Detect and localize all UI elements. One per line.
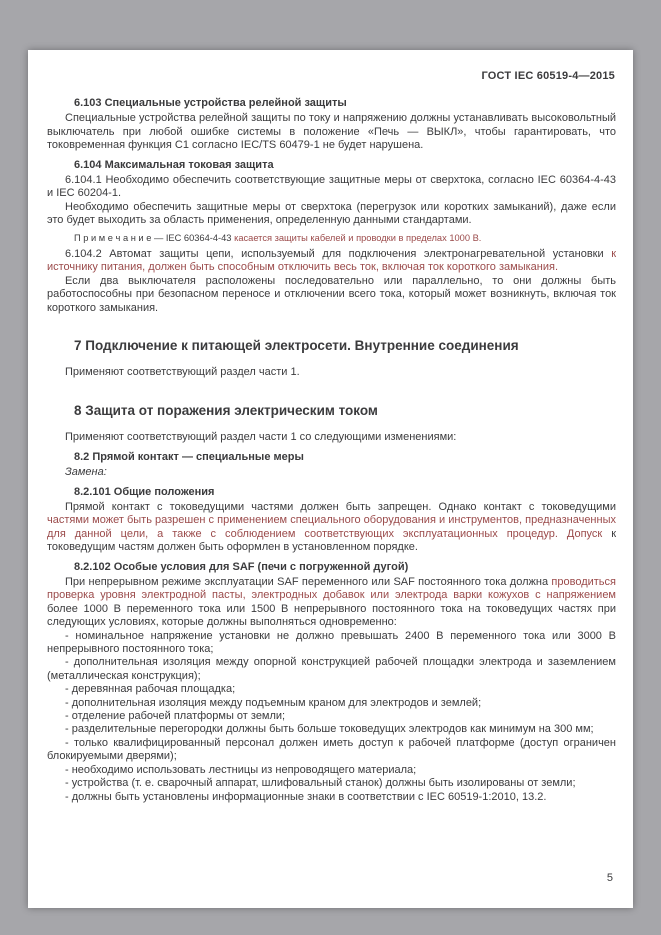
- heading-8-2: 8.2 Прямой контакт — специальные меры: [74, 450, 304, 463]
- document-header: ГОСТ IEC 60519-4—2015: [481, 70, 615, 82]
- condition-item-crane-insulation: - дополнительная изоляция между подъемным краном для электродов и землей;: [65, 696, 482, 709]
- paragraph-6-104-1: 6.104.1 Необходимо обеспечить соответствующие защитные меры от сверхтока, согласно IEC 60364-4-43 и IEC 60204-1.: [47, 174, 616, 200]
- paragraph-overcurrent-measures: Необходимо обеспечить защитные меры от сверхтока (перегрузок или коротких замыканий), даже если это будет выходить за область применения, определенную данными стандартами.: [47, 200, 616, 227]
- heading-6-103: 6.103 Специальные устройства релейной защиты: [74, 97, 347, 109]
- condition-item-information-signs: - должны быть установлены информационные знаки в соответствии с IEC 60519-1:2010, 13.2.: [65, 790, 547, 803]
- condition-item-nominal-voltage: - номинальное напряжение установки не должно превышать 2400 В переменного тока или 3000 В непрерывного постоянного тока;: [47, 629, 616, 656]
- page-number: 5: [606, 872, 613, 884]
- condition-item-nonconductive-ladders: - необходимо использовать лестницы из непроводящего материала;: [65, 763, 417, 776]
- condition-item-platform-separation: - отделение рабочей платформы от земли;: [65, 710, 286, 723]
- note-lead-text: П р и м е ч а н и е — IEC 60364-4-43: [74, 232, 235, 243]
- paragraph-8-2-101-tinted: частями может быть разрешен с применением специального оборудования и инструментов, предназначенных для данной цели, а также с соблюдением соответствующих эксплуатационных процедур. Допуск: [47, 514, 616, 540]
- paragraph-section-8: Применяют соответствующий раздел части 1 со следующими изменениями:: [65, 431, 457, 444]
- paragraph-two-breakers: Если два выключателя расположены последовательно или параллельно, то они должны быть работоспособны при безопасном переносе и отключении всего тока, который может возникнуть, включая ток короткого замыкания.: [47, 274, 616, 314]
- paragraph-8-2-102-tail: более 1000 В переменного тока или 1500 В непрерывного постоянного тока на токоведущих частях при следующих условиях, которые должны выполняться одновременно:: [47, 602, 616, 629]
- heading-8-2-102: 8.2.102 Особые условия для SAF (печи с погруженной дугой): [74, 560, 409, 573]
- paragraph-8-2-102-tinted: проводиться проверка уровня электродной пасты, электродных добавок или электрода варки кожухов с напряжением: [47, 576, 616, 602]
- paragraph-8-2-101-lead: Прямой контакт с токоведущими частями должен быть запрещен. Однако контакт с токоведущими: [65, 500, 616, 513]
- paragraph-8-2-101: [47, 501, 616, 555]
- condition-item-extra-insulation-platform: - дополнительная изоляция между опорной конструкцией рабочей площадки электрода и заземлением (металлическая конструкция);: [47, 656, 616, 682]
- condition-item-partitions: - разделительные перегородки должны быть больше токоведущих электродов как минимум на 300 мм;: [65, 723, 594, 736]
- condition-item-isolated-devices: - устройства (т. е. сварочный аппарат, шлифовальный станок) должны быть изолированы от земли;: [65, 777, 576, 790]
- paragraph-8-2-101-tail: к токоведущим частям должен быть оформлен в установленном порядке.: [47, 527, 616, 554]
- page-content: [28, 82, 633, 804]
- heading-section-7: 7 Подключение к питающей электросети. Внутренние соединения: [74, 338, 519, 354]
- paragraph-6-104-2-tinted: к источнику питания, должен быть способным отключить весь ток, включая ток короткого замыкания.: [47, 247, 616, 274]
- heading-section-8: 8 Защита от поражения электрическим током: [74, 402, 378, 418]
- paragraph-6-104-2: [47, 248, 616, 275]
- replace-label: Замена:: [65, 466, 107, 479]
- document-page: [28, 50, 633, 908]
- heading-8-2-101: 8.2.101 Общие положения: [74, 485, 215, 498]
- condition-item-qualified-personnel: - только квалифицированный персонал должен иметь доступ к рабочей платформе (доступ ограничен блокируемыми дверями);: [47, 736, 616, 763]
- condition-item-wooden-platform: - деревянная рабочая площадка;: [65, 683, 236, 696]
- paragraph-6-104-2-lead: 6.104.2 Автомат защиты цепи, используемый для подключения электронагревательной установки: [65, 247, 612, 260]
- paragraph-8-2-102: [47, 576, 616, 630]
- paragraph-8-2-102-lead: При непрерывном режиме эксплуатации SAF переменного или SAF постоянного тока должна: [65, 576, 552, 589]
- heading-6-104: 6.104 Максимальная токовая защита: [74, 158, 274, 171]
- paragraph-relay-protection: Специальные устройства релейной защиты по току и напряжению должны устанавливать высоковольтный выключатель при любой ошибке системы в положение «Печь — ВЫКЛ», чтобы гарантировать, что токовременная функция C1 согласно IEC/TS 60479-1 не будет нарушена.: [47, 112, 616, 152]
- paragraph-section-7: Применяют соответствующий раздел части 1.: [65, 366, 300, 379]
- note-tinted-text: касается защиты кабелей и проводки в пределах 1000 В.: [234, 232, 482, 243]
- note-6-104: [47, 233, 616, 244]
